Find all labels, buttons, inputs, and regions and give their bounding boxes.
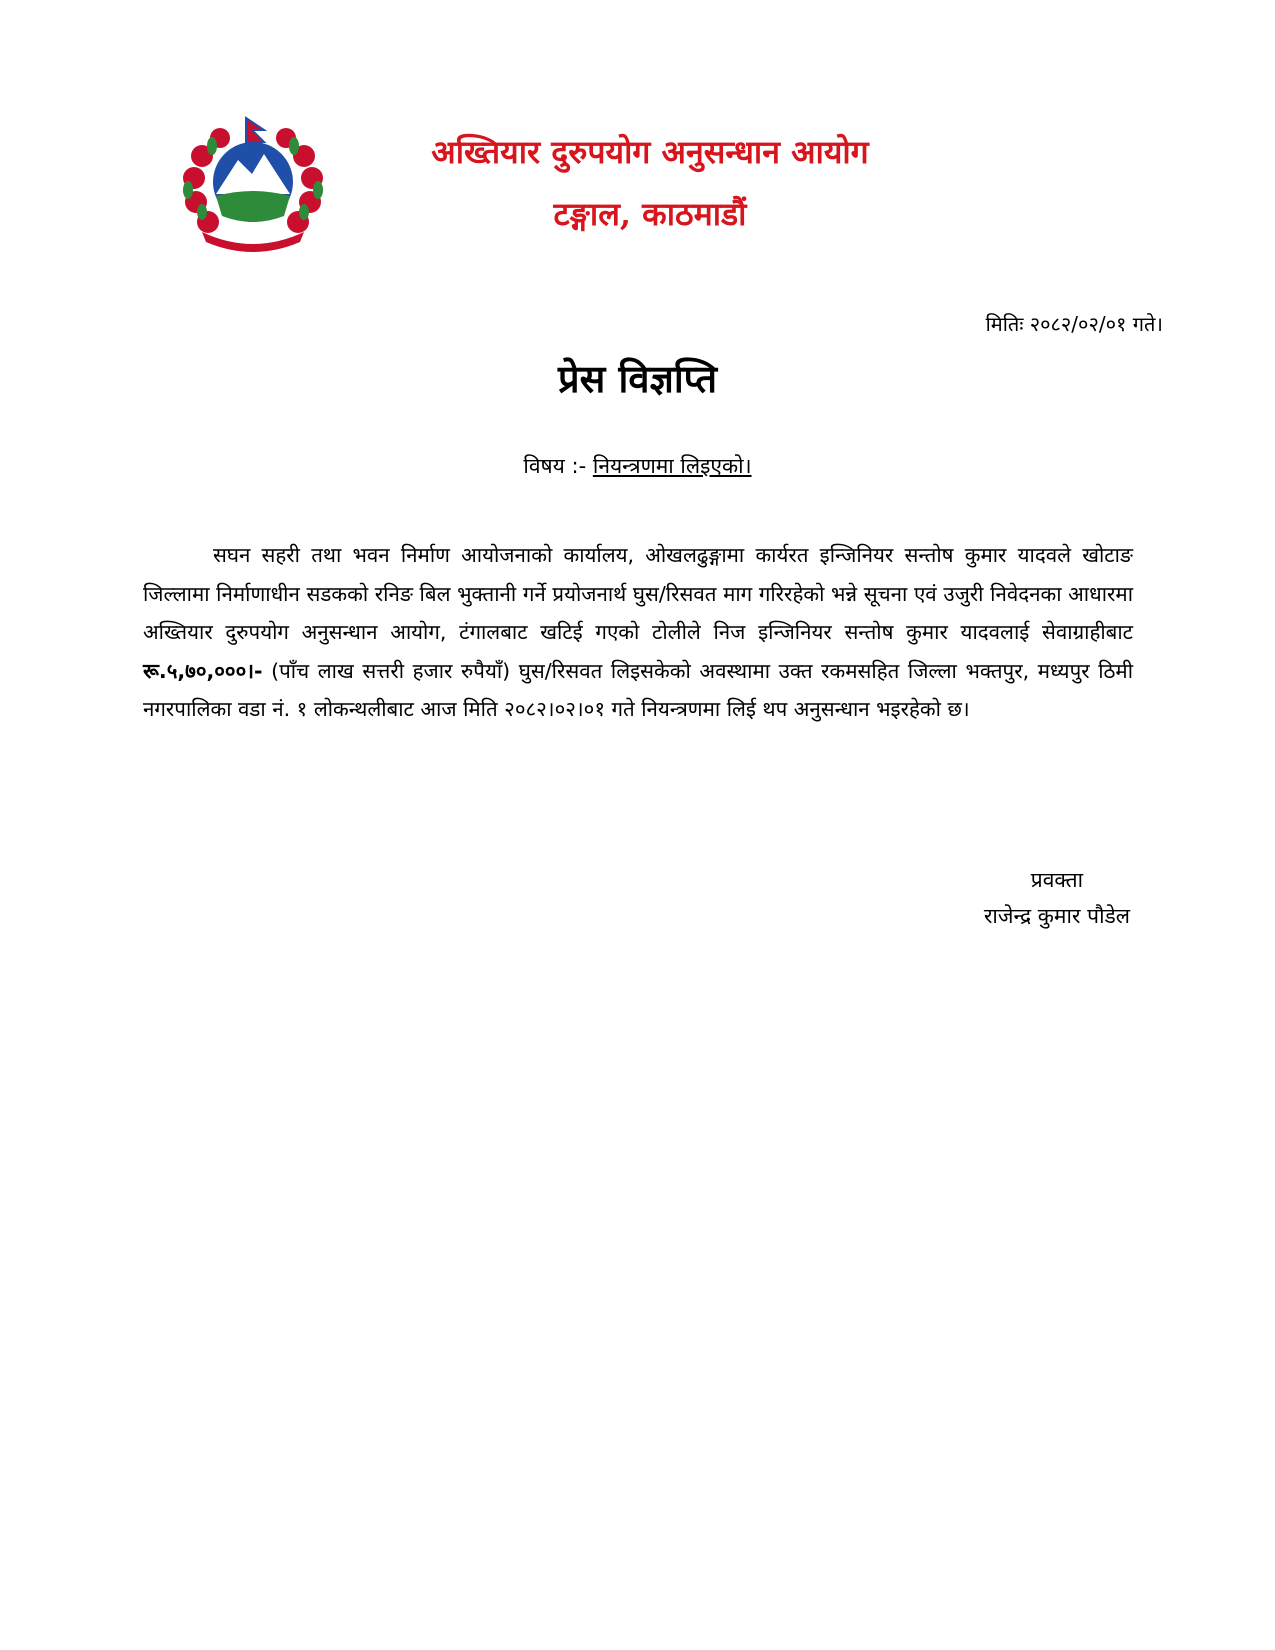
body-paragraph xyxy=(143,536,1133,729)
subject-line xyxy=(0,452,1275,480)
organization-name: अख्तियार दुरुपयोग अनुसन्धान आयोग xyxy=(431,133,869,171)
organization-location: टङ्गाल, काठमाडौं xyxy=(553,195,747,233)
signature-role: प्रवक्ता xyxy=(1030,868,1084,892)
signature-block xyxy=(984,862,1130,934)
nepal-emblem-icon xyxy=(172,116,334,256)
body-text-part1: सघन सहरी तथा भवन निर्माण आयोजनाको कार्यालय, ओखलढुङ्गामा कार्यरत इन्जिनियर सन्तोष कुमार यादवले खोटाङ जिल्लामा निर्माणाधीन सडकको रनिङ बिल भुक्तानी गर्ने प्रयोजनार्थ घुस/रिसवत माग गरिरहेको भन्ने सूचना एवं उजुरी निवेदनका आधारमा अख्तियार दुरुपयोग अनुसन्धान आयोग, टंगालबाट खटिई गएको टोलीले निज इन्जिनियर सन्तोष कुमार यादवलाई सेवाग्राहीबाट xyxy=(143,543,1133,644)
document-title: प्रेस विज्ञप्ति xyxy=(557,356,718,401)
body-amount: रू.५,७०,०००।- xyxy=(143,658,263,683)
subject-label: विषय :- xyxy=(523,454,587,478)
subject-value: नियन्त्रणमा लिइएको। xyxy=(592,454,752,478)
signature-name: राजेन्द्र कुमार पौडेल xyxy=(983,904,1130,928)
body-text-part2: (पाँच लाख सत्तरी हजार रुपैयाँ) घुस/रिसवत लिइसकेको अवस्थामा उक्त रकमसहित जिल्ला भक्तपुर, मध्यपुर ठिमी नगरपालिका वडा नं. १ लोकन्थलीबाट आज मिति २०८२।०२।०१ गते नियन्त्रणमा लिई थप अनुसन्धान भइरहेको छ। xyxy=(143,658,1133,721)
date-line: मितिः २०८२/०२/०१ गते। xyxy=(985,312,1163,336)
